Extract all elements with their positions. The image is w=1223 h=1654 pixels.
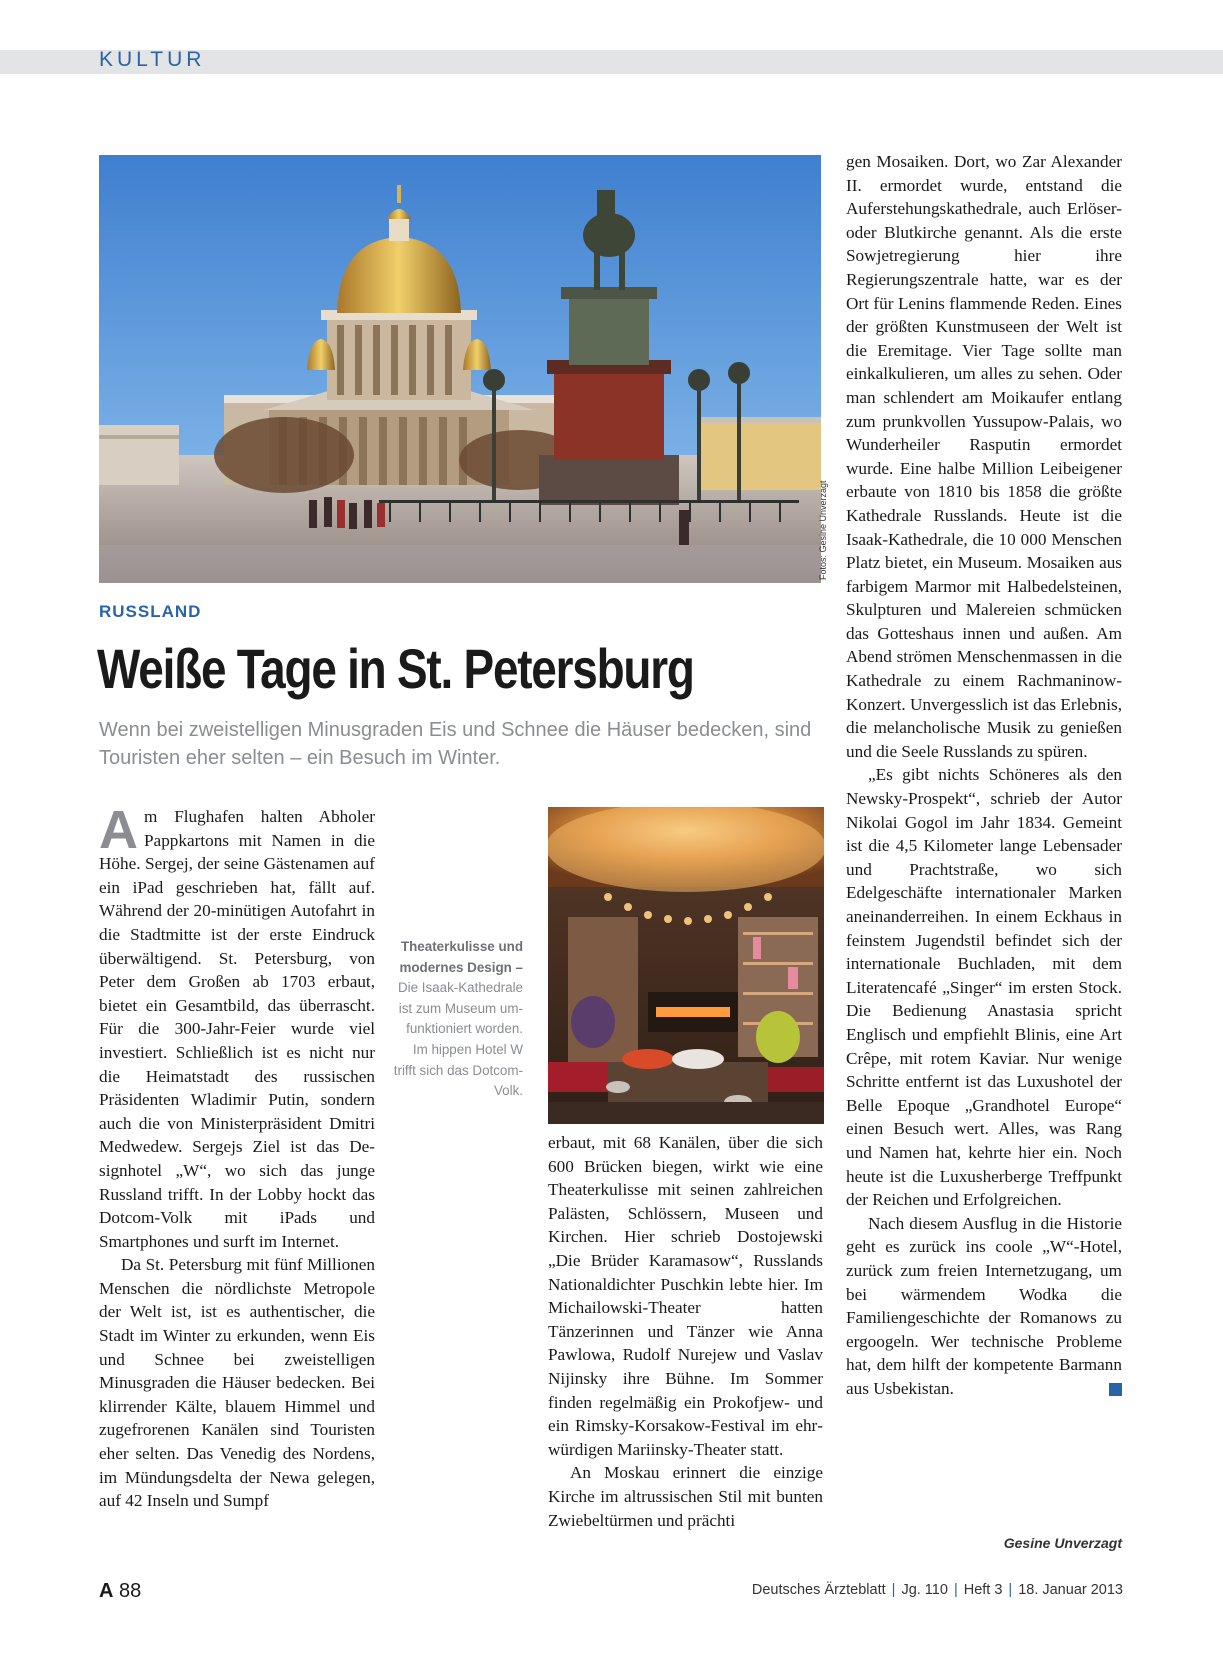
- photo-credit: Fotos: Gesine Unverzagt: [818, 480, 828, 580]
- paragraph-text: Nach diesem Ausflug in die Historie geht es zurück ins coole „W“-Hotel, zurück zum freien Internetzugang, um bei wärmendem Wodka die Familiengeschichte der Romanows zu ergoogeln. Wer technische Probleme hat, dem hilft der kompetente Barmann aus Usbekistan.: [846, 1213, 1122, 1398]
- journal-issue: Heft 3: [963, 1582, 1003, 1598]
- journal-name: Deutsches Ärzteblatt: [751, 1582, 886, 1598]
- section-label: KULTUR: [99, 48, 206, 71]
- caption-lead: Theaterkulisse und modernes Design –: [399, 939, 523, 975]
- author-byline: Gesine Unverzagt: [1003, 1535, 1122, 1551]
- article-kicker: RUSSLAND: [99, 602, 202, 621]
- drop-cap: A: [99, 800, 138, 860]
- journal-volume: Jg. 110: [901, 1582, 948, 1598]
- page-number: [99, 1580, 141, 1603]
- end-mark-icon: [1109, 1383, 1122, 1396]
- article-column-3: [846, 150, 1122, 1400]
- page-number-value: 88: [119, 1580, 142, 1602]
- hotel-lobby-photo: [548, 807, 824, 1124]
- paragraph: An Moskau erinnert die einzige Kirche im altrussischen Stil mit bunten Zwiebeltürmen und prächti: [548, 1463, 823, 1530]
- article-title: Weiße Tage in St. Petersburg: [97, 637, 694, 700]
- paragraph: [846, 1212, 1122, 1401]
- hero-photo-st-isaac-cathedral: [99, 155, 821, 583]
- journal-date: 18. Januar 2013: [1018, 1582, 1123, 1598]
- article-column-2: [548, 1131, 823, 1532]
- paragraph: Da St. Petersburg mit fünf Millionen Menschen die nördlichste Metropole der Welt ist, ist es authentischer, die Stadt im Winter zu erkunden, wenn Eis und Schnee bei zweistelligen Minusgraden die Häuser bedecken. Bei klirrender Kälte, blauem Himmel und zugefrorenen Kanälen sind Touristen eher selten. Das Venedig des Nordens, im Mündungsdelta der Newa gelegen, auf 42 Inseln und Sumpf: [99, 1255, 375, 1511]
- paragraph: m Flughafen halten Abholer Pappkartons mit Namen in die Höhe. Sergej, der seine Gästenamen auf ein iPad geschrieben hat, fällt auf. Während der 20-minütigen Autofahrt in die Stadtmitte ist der erste Eindruck überwältigend. St. Petersburg, von Peter dem Großen ab 1703 erbaut, bietet ein Gesamtbild, das überrascht. Für die 300-Jahr-Feier wurde viel investiert. Schließlich ist es nicht nur die Heimatstadt des russischen Präsidenten Wladimir Putin, sondern auch die von Ministerpräsident Dmitri Medwedew. Sergejs Ziel ist das Designhotel „W“, wo sich das junge Russland trifft. In der Lobby hockt das Dotcom-Volk mit iPads und Smartphones und surft im Internet.: [99, 807, 375, 1251]
- paragraph: „Es gibt nichts Schöneres als den Newsky-Prospekt“, schrieb der Autor Nikolai Gogol im Jahr 1834. Gemeint ist die 4,5 Kilometer lange Lebensader und Prachtstraße, wo sich Edelgeschäfte internationaler Marken aneinanderreihen. In einem Eckhaus in feinstem Jugendstil befindet sich der internationale Buchladen, mit dem Literatencafé „Singer“ im ersten Stock. Die Bedienung Anastasia spricht Englisch und empfiehlt Blinis, eine Art Crêpe, mit rotem Kaviar. Nur wenige Schritte entfernt ist das Luxushotel der Belle Epoque „Grandhotel Europe“ einen Besuch wert. Alles, was Rang und Namen hat, kehrte hier ein. Noch heute ist die Luxusherberge Treffpunkt der Reichen und Erfolgreichen.: [846, 765, 1122, 1210]
- paragraph: gen Mosaiken. Dort, wo Zar Alexander II. ermordet wurde, entstand die Auferstehungskathedrale, auch Erlöser- oder Blutkirche genannt. Als die erste Sowjetregierung hier ihre Regierungszentrale hatte, war es der Ort für Lenins flammende Reden. Eines der größten Kunstmuseen der Welt ist die Eremitage. Vier Tage sollte man einkalkulieren, um alles zu sehen. Oder man schlendert am Moikaufer entlang zum prunkvollen Yussupow-Palais, wo Wunderheiler Rasputin ermordet wurde. Eine halbe Million Leibeigener erbaute von 1810 bis 1858 die größte Kathedrale Russlands. Heute ist die Isaak-Kathedrale, die 10 000 Menschen Platz bietet, ein Museum. Mosaiken aus farbigem Marmor mit Halbedelsteinen, Skulpturen und Malereien schmücken das Gotteshaus innen und außen. Am Abend strömen Menschenmassen in die Kathedrale zu einem Rachmaninow-Konzert. Unvergesslich ist das Erlebnis, die melancholische Musik zu genießen und die Seele Russlands zu spüren.: [846, 152, 1122, 761]
- article-column-1: [99, 800, 375, 1513]
- caption-text: Die Isaak-Kathedrale ist zum Museum umfunktioniert worden. Im hippen Hotel W trifft sich das Dotcom-Volk.: [393, 980, 523, 1099]
- photo-caption: [390, 937, 523, 1102]
- page-prefix: A: [99, 1580, 114, 1602]
- journal-footer: Deutsches Ärzteblatt | Jg. 110 | Heft 3 | 18. Januar 2013: [751, 1582, 1123, 1598]
- paragraph: erbaut, mit 68 Kanälen, über die sich 600 Brücken biegen, wirkt wie eine Theaterkulisse mit seinen zahlreichen Palästen, Schlössern, Museen und Kirchen. Hier schrieb Dostojewski „Die Brüder Karamasow“, Russlands Nationaldichter Puschkin lebte hier. Im Michailowski-Theater hatten Tänzerinnen und Tänzer wie Anna Pawlowa, Rudolf Nurejew und Vaslav Nijinsky ihre Bühne. Im Sommer finden regelmäßig ein Prokofjew- und ein Rimsky-Korsakow-Festival im ehrwürdigen Mariinsky-Theater statt.: [548, 1133, 823, 1459]
- article-standfirst: Wenn bei zweistelligen Minusgraden Eis und Schnee die Häuser bedecken, sind Touristen eher selten – ein Besuch im Winter.: [99, 719, 812, 769]
